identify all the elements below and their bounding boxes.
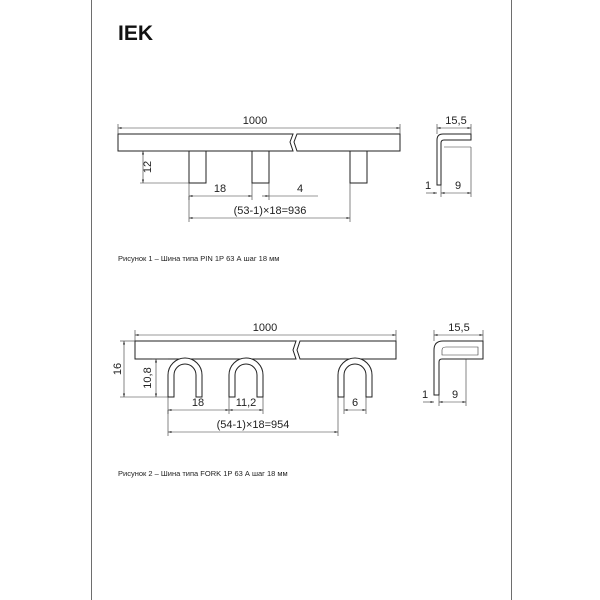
figure2-front-view [112, 322, 396, 436]
dim-pitch: 18 [213, 183, 227, 195]
side-width: 15,5 [448, 322, 470, 334]
dim-total: (54-1)×18=954 [216, 419, 290, 431]
dim-gap: 6 [351, 397, 359, 409]
dim-height-total: 16 [112, 362, 124, 376]
dim-length: 1000 [242, 115, 268, 127]
profile-side [437, 134, 471, 185]
pin [350, 151, 367, 183]
dim-pitch: 18 [191, 397, 205, 409]
dim-length: 1000 [252, 322, 278, 334]
dim-total: (53-1)×18=936 [233, 205, 307, 217]
busbar-left-part [118, 134, 293, 151]
busbar-left-part [135, 341, 296, 359]
fork [168, 358, 202, 397]
side-left: 1 [421, 389, 429, 401]
figure2-caption: Рисунок 2 – Шина типа FORK 1Р 63 А шаг 18 мм [118, 469, 288, 478]
dim-height: 12 [142, 160, 154, 174]
figure1-front-view [118, 115, 400, 222]
figure1-side-view [425, 115, 471, 197]
dim-fork-width: 11,2 [235, 397, 257, 409]
side-width: 15,5 [445, 115, 467, 127]
figure1-caption: Рисунок 1 – Шина типа PIN 1Р 63 А шаг 18 мм [118, 254, 280, 263]
busbar-right-part [297, 341, 396, 359]
logo-text: IEK [118, 22, 154, 45]
fork [338, 358, 372, 397]
pin [189, 151, 206, 183]
dim-height-fork: 10,8 [142, 367, 154, 389]
side-right: 9 [451, 389, 459, 401]
pin [252, 151, 269, 183]
profile-side [434, 341, 483, 395]
busbar-right-part [294, 134, 400, 151]
fork [229, 358, 263, 397]
side-right: 9 [454, 180, 462, 192]
iek-logo [118, 22, 153, 45]
side-left: 1 [424, 180, 432, 192]
dim-pin-width: 4 [296, 183, 304, 195]
figure2-side-view [422, 322, 483, 406]
